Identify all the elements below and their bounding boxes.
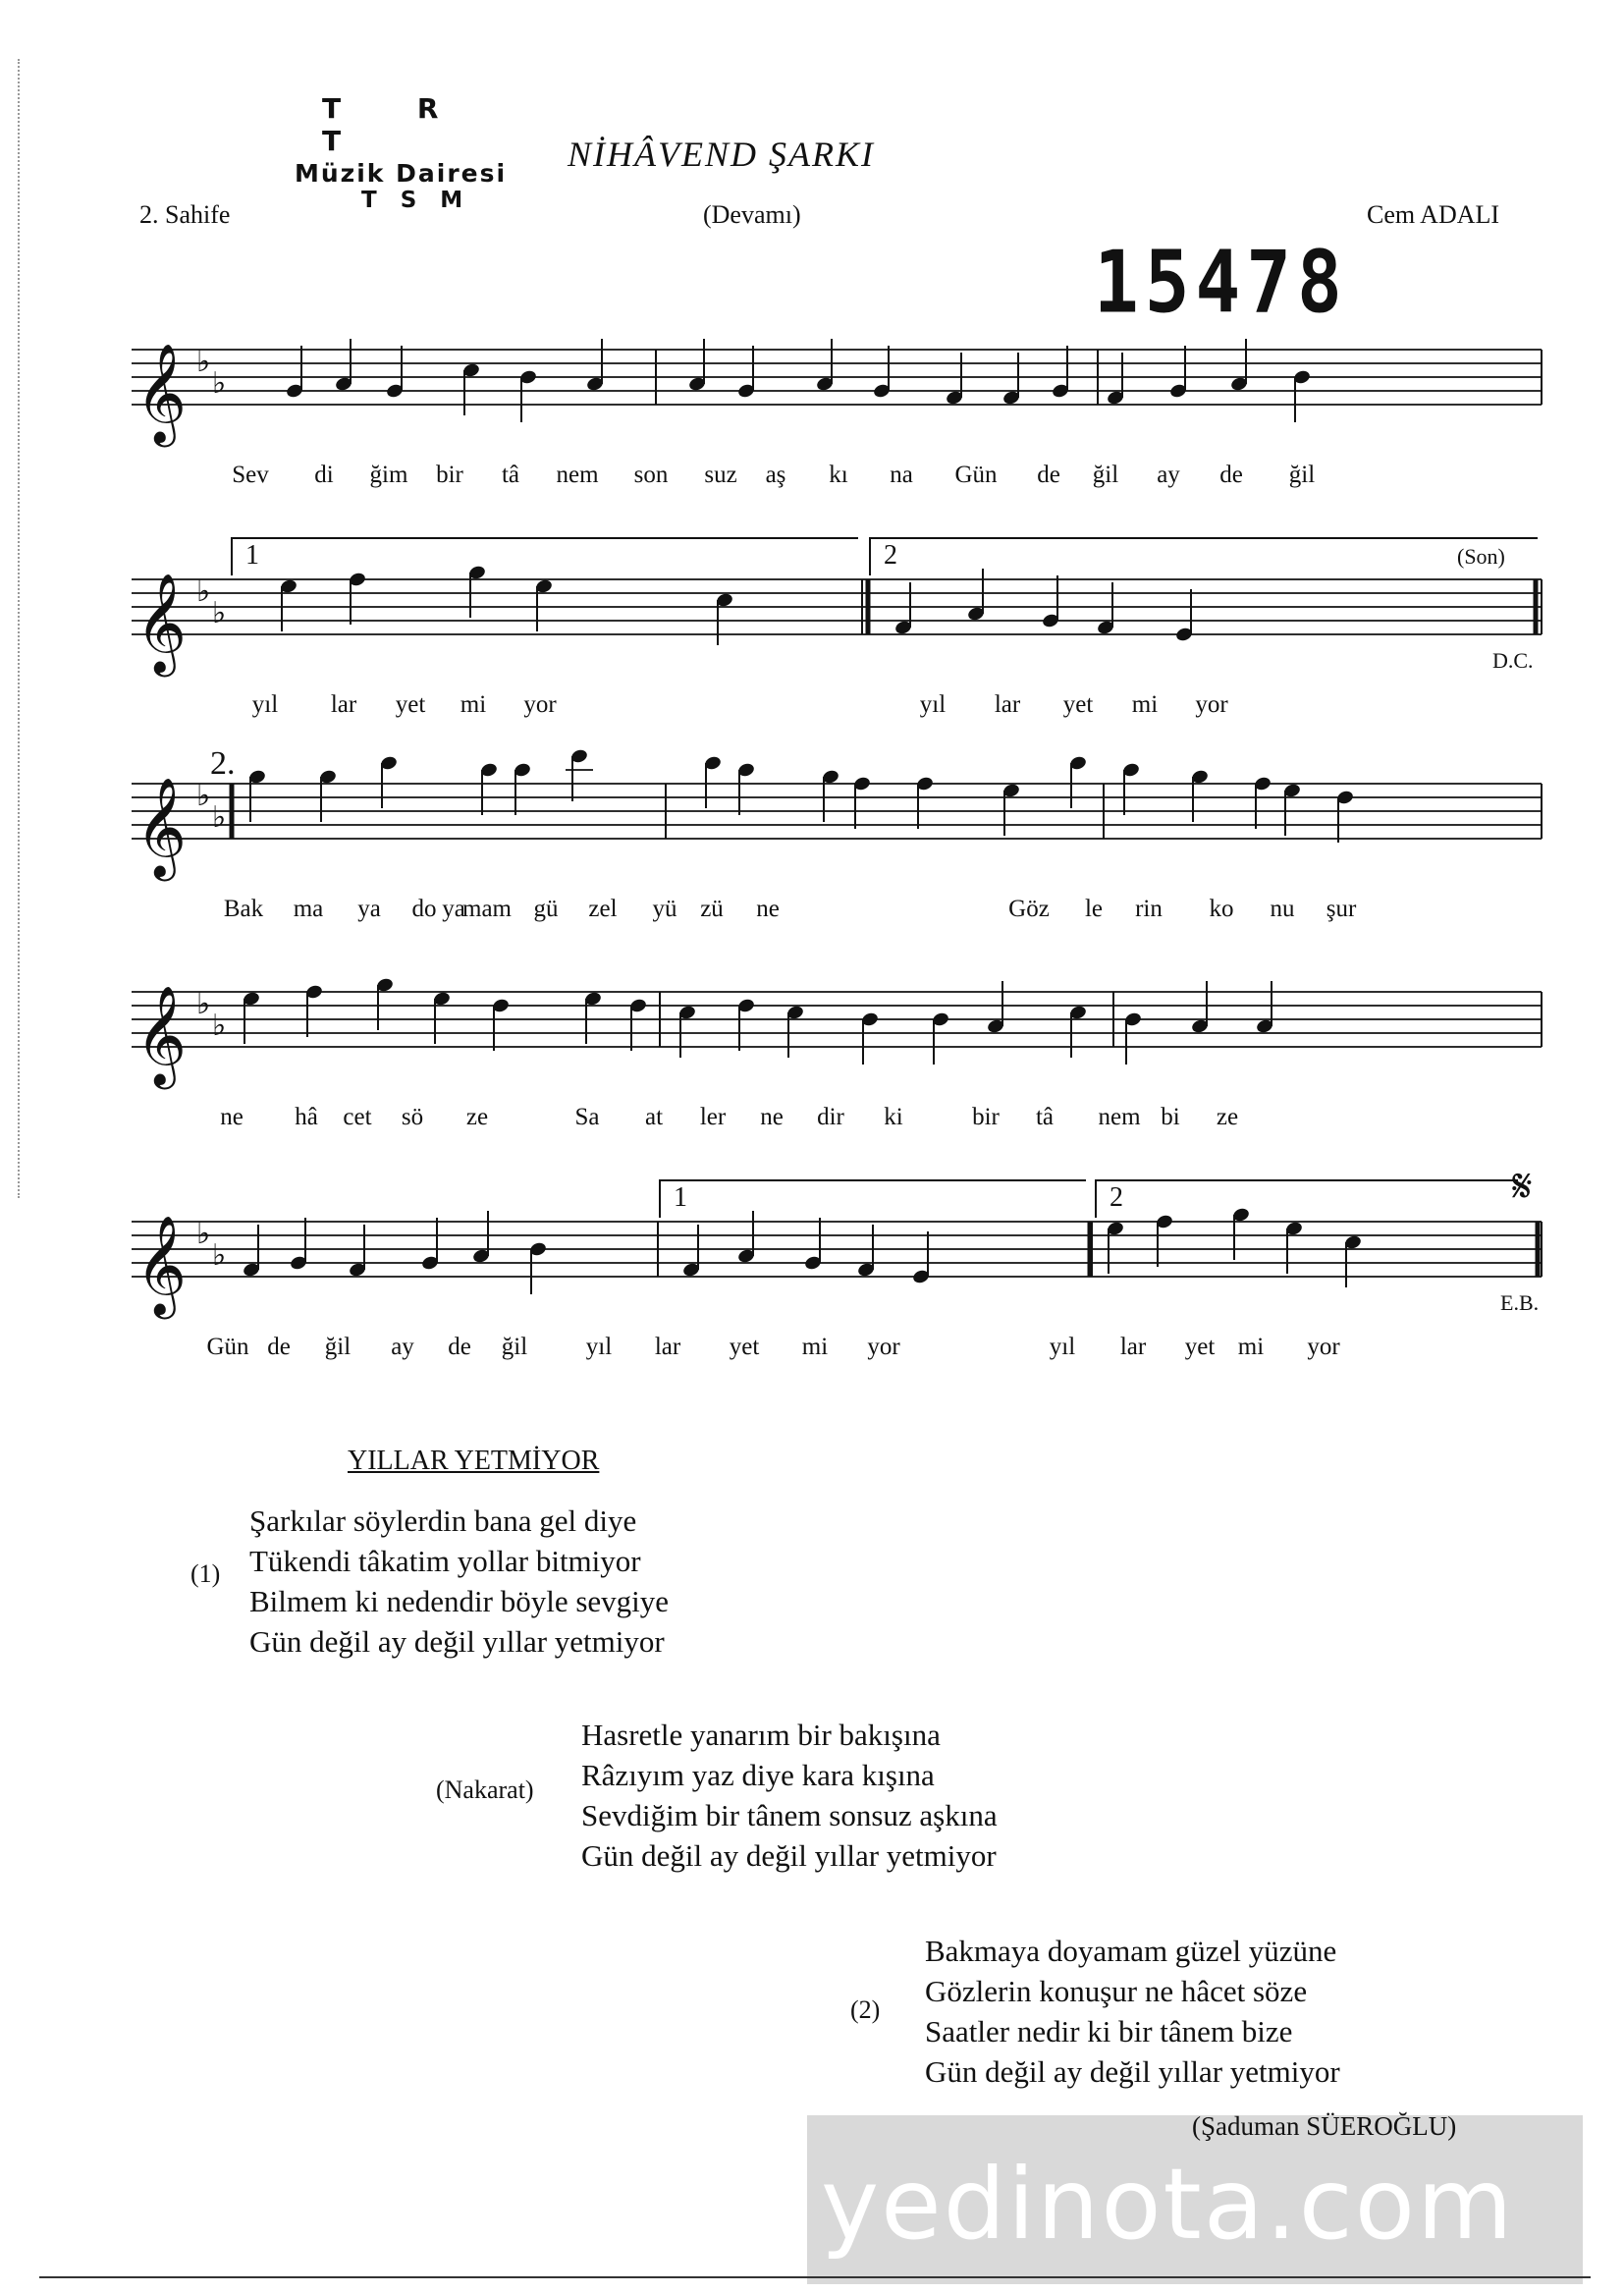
lyric-syllable: hâ [295, 1104, 318, 1130]
lyric-syllable: ya [357, 896, 381, 922]
verse-2-line: Gözlerin konuşur ne hâcet söze [925, 1974, 1308, 2008]
catalog-number: 15478 [1094, 232, 1348, 333]
lyric-syllable: de [267, 1334, 291, 1360]
lyricist-credit: (Şaduman SÜEROĞLU) [1192, 2111, 1457, 2141]
volta-1 [660, 1180, 1086, 1218]
lyric-syllable: son [633, 462, 669, 488]
chorus-line: Hasretle yanarım bir bakışına [581, 1718, 941, 1752]
lyric-syllable: cet [343, 1104, 372, 1130]
lyric-syllable: Sev [232, 462, 269, 488]
treble-clef-icon: 𝄞 [135, 576, 188, 672]
treble-clef-icon: 𝄞 [135, 781, 188, 876]
bottom-rule [39, 2276, 1591, 2278]
treble-clef-icon: 𝄞 [135, 989, 188, 1084]
stamp-line-1: T R T [322, 92, 472, 157]
lyric-syllable: ne [756, 896, 780, 922]
lyric-syllable: ze [465, 1104, 489, 1130]
lyric-syllable: Gün [954, 462, 998, 488]
lyric-syllable: dir [817, 1104, 844, 1130]
flat-icon: ♭ [196, 1218, 211, 1250]
lyric-syllable: lar [330, 691, 357, 718]
lyric-syllable: ğil [1092, 462, 1119, 488]
lyric-syllable: yet [395, 691, 426, 718]
lyric-syllable: mi [460, 691, 487, 718]
lyric-syllable: yıl [919, 691, 947, 718]
lyric-syllable: ler [699, 1104, 727, 1130]
lyric-syllable: ne [760, 1104, 784, 1130]
verse-1-line: Tükendi tâkatim yollar bitmiyor [249, 1544, 641, 1578]
stamp-line-2: Müzik Dairesi [295, 159, 508, 188]
verse-2 [925, 1931, 1340, 2092]
lyric-syllable: aş [765, 462, 786, 488]
lyrics-title: YILLAR YETMİYOR [348, 1446, 600, 1476]
lyric-syllable: mam [462, 896, 512, 922]
flat-icon: ♭ [196, 575, 211, 608]
lyric-syllable: yıl [585, 1334, 613, 1360]
lyric-syllable: mi [1237, 1334, 1265, 1360]
chorus-line: Gün değil ay değil yıllar yetmiyor [581, 1838, 997, 1873]
lyric-syllable: nem [556, 462, 599, 488]
flat-icon: ♭ [212, 1239, 227, 1272]
lyric-syllable: nem [1098, 1104, 1141, 1130]
volta-1 [232, 538, 858, 575]
song-title: NİHÂVEND ŞARKI [568, 135, 875, 174]
lyric-syllable: yor [1307, 1334, 1340, 1360]
flat-icon: ♭ [196, 988, 211, 1020]
treble-clef-icon: 𝄞 [135, 347, 188, 442]
lyric-syllable: lar [994, 691, 1021, 718]
volta-2-number: 2 [884, 540, 897, 571]
lyric-syllable: yor [867, 1334, 900, 1360]
chorus-label: (Nakarat) [436, 1775, 534, 1804]
volta-2 [1096, 1180, 1518, 1218]
lyric-syllable: suz [704, 462, 737, 488]
volta-2-number: 2 [1110, 1182, 1123, 1213]
lyric-syllable: Bak [223, 896, 264, 922]
lyric-syllable: ki [884, 1104, 903, 1130]
lyric-syllable: tâ [1035, 1104, 1055, 1130]
lyric-syllable: rin [1135, 896, 1163, 922]
lyric-syllable: yor [523, 691, 557, 718]
dc-marker: D.C. [1492, 648, 1534, 673]
lyric-syllable: sö [401, 1104, 424, 1130]
verse-2-label: (2) [850, 1995, 881, 2024]
lyric-syllable: zü [700, 896, 724, 922]
lyric-syllable: ğil [501, 1334, 528, 1360]
lyric-syllable: di [314, 462, 334, 488]
lyric-syllable: tâ [501, 462, 520, 488]
son-marker: (Son) [1457, 544, 1505, 569]
verse-1-line: Şarkılar söylerdin bana gel diye [249, 1503, 637, 1538]
flat-icon: ♭ [196, 780, 211, 812]
verse-2-line: Saatler nedir ki bir tânem bize [925, 2014, 1293, 2048]
eb-marker: E.B. [1500, 1290, 1540, 1315]
lyric-syllable: yü [652, 896, 677, 922]
lyric-syllable: do [411, 896, 437, 922]
left-edge-marks [18, 59, 22, 1198]
flat-icon: ♭ [196, 346, 211, 378]
stamp-line-3: T S M [361, 188, 471, 213]
lyric-syllable: zel [588, 896, 618, 922]
lyric-syllable: lar [1119, 1334, 1147, 1360]
verse-1-line: Gün değil ay değil yıllar yetmiyor [249, 1624, 665, 1659]
watermark-text: yedinota.com [821, 2147, 1515, 2262]
lyric-syllable: de [1037, 462, 1060, 488]
lyric-syllable: ze [1216, 1104, 1239, 1130]
treble-clef-icon: 𝄞 [135, 1219, 188, 1314]
lyric-syllable: yet [1062, 691, 1094, 718]
lyric-syllable: nu [1270, 896, 1295, 922]
flat-icon: ♭ [212, 597, 227, 629]
lyric-syllable: ay [391, 1334, 414, 1360]
verse-1 [249, 1501, 669, 1662]
lyric-syllable: bir [436, 462, 463, 488]
lyric-syllable: Sa [574, 1104, 600, 1130]
verse-2-line: Bakmaya doyamam güzel yüzüne [925, 1934, 1337, 1968]
lyric-syllable: lar [654, 1334, 681, 1360]
lyric-syllable: şur [1326, 896, 1357, 922]
flat-icon: ♭ [212, 801, 227, 834]
composer-name: Cem ADALI [1367, 200, 1500, 229]
chorus-line: Sevdiğim bir tânem sonsuz aşkına [581, 1798, 998, 1832]
flat-icon: ♭ [212, 367, 227, 400]
verse-1-line: Bilmem ki nedendir böyle sevgiye [249, 1584, 670, 1618]
volta-1-number: 1 [245, 540, 259, 571]
volta-2 [870, 538, 1538, 575]
lyric-syllable: kı [829, 462, 848, 488]
continued-label: (Devamı) [703, 200, 801, 229]
lyric-syllable: ğim [369, 462, 408, 488]
lyric-syllable: ne [220, 1104, 244, 1130]
lyric-syllable: le [1084, 896, 1104, 922]
lyric-syllable: gü [533, 896, 559, 922]
lyric-syllable: Göz [1008, 896, 1050, 922]
section-2-marker: 2. [210, 745, 236, 782]
lyric-syllable: ma [293, 896, 324, 922]
lyric-syllable: yet [729, 1334, 760, 1360]
volta-1-number: 1 [674, 1182, 687, 1213]
lyric-syllable: de [1219, 462, 1243, 488]
lyric-syllable: ya [442, 896, 465, 922]
lyric-syllable: yıl [251, 691, 279, 718]
lyric-syllable: ğil [324, 1334, 352, 1360]
lyric-syllable: at [644, 1104, 664, 1130]
lyric-syllable: yet [1184, 1334, 1216, 1360]
segno-icon: 𝄋 [1512, 1161, 1533, 1213]
lyric-syllable: de [448, 1334, 471, 1360]
lyric-syllable: yor [1195, 691, 1228, 718]
lyric-syllable: mi [801, 1334, 829, 1360]
chorus [581, 1715, 998, 1876]
flat-icon: ♭ [212, 1010, 227, 1042]
lyric-syllable: mi [1131, 691, 1159, 718]
lyric-syllable: bi [1161, 1104, 1180, 1130]
lyric-syllable: ğil [1288, 462, 1316, 488]
lyric-syllable: ay [1157, 462, 1180, 488]
lyric-syllable: yıl [1049, 1334, 1076, 1360]
lyric-syllable: bir [972, 1104, 1000, 1130]
verse-2-line: Gün değil ay değil yıllar yetmiyor [925, 2054, 1340, 2089]
lyric-syllable: ko [1209, 896, 1234, 922]
chorus-line: Râzıyım yaz diye kara kışına [581, 1758, 935, 1792]
verse-1-label: (1) [190, 1559, 221, 1588]
lyric-syllable: Gün [206, 1334, 249, 1360]
lyric-syllable: na [890, 462, 913, 488]
page-label: 2. Sahife [139, 200, 231, 229]
